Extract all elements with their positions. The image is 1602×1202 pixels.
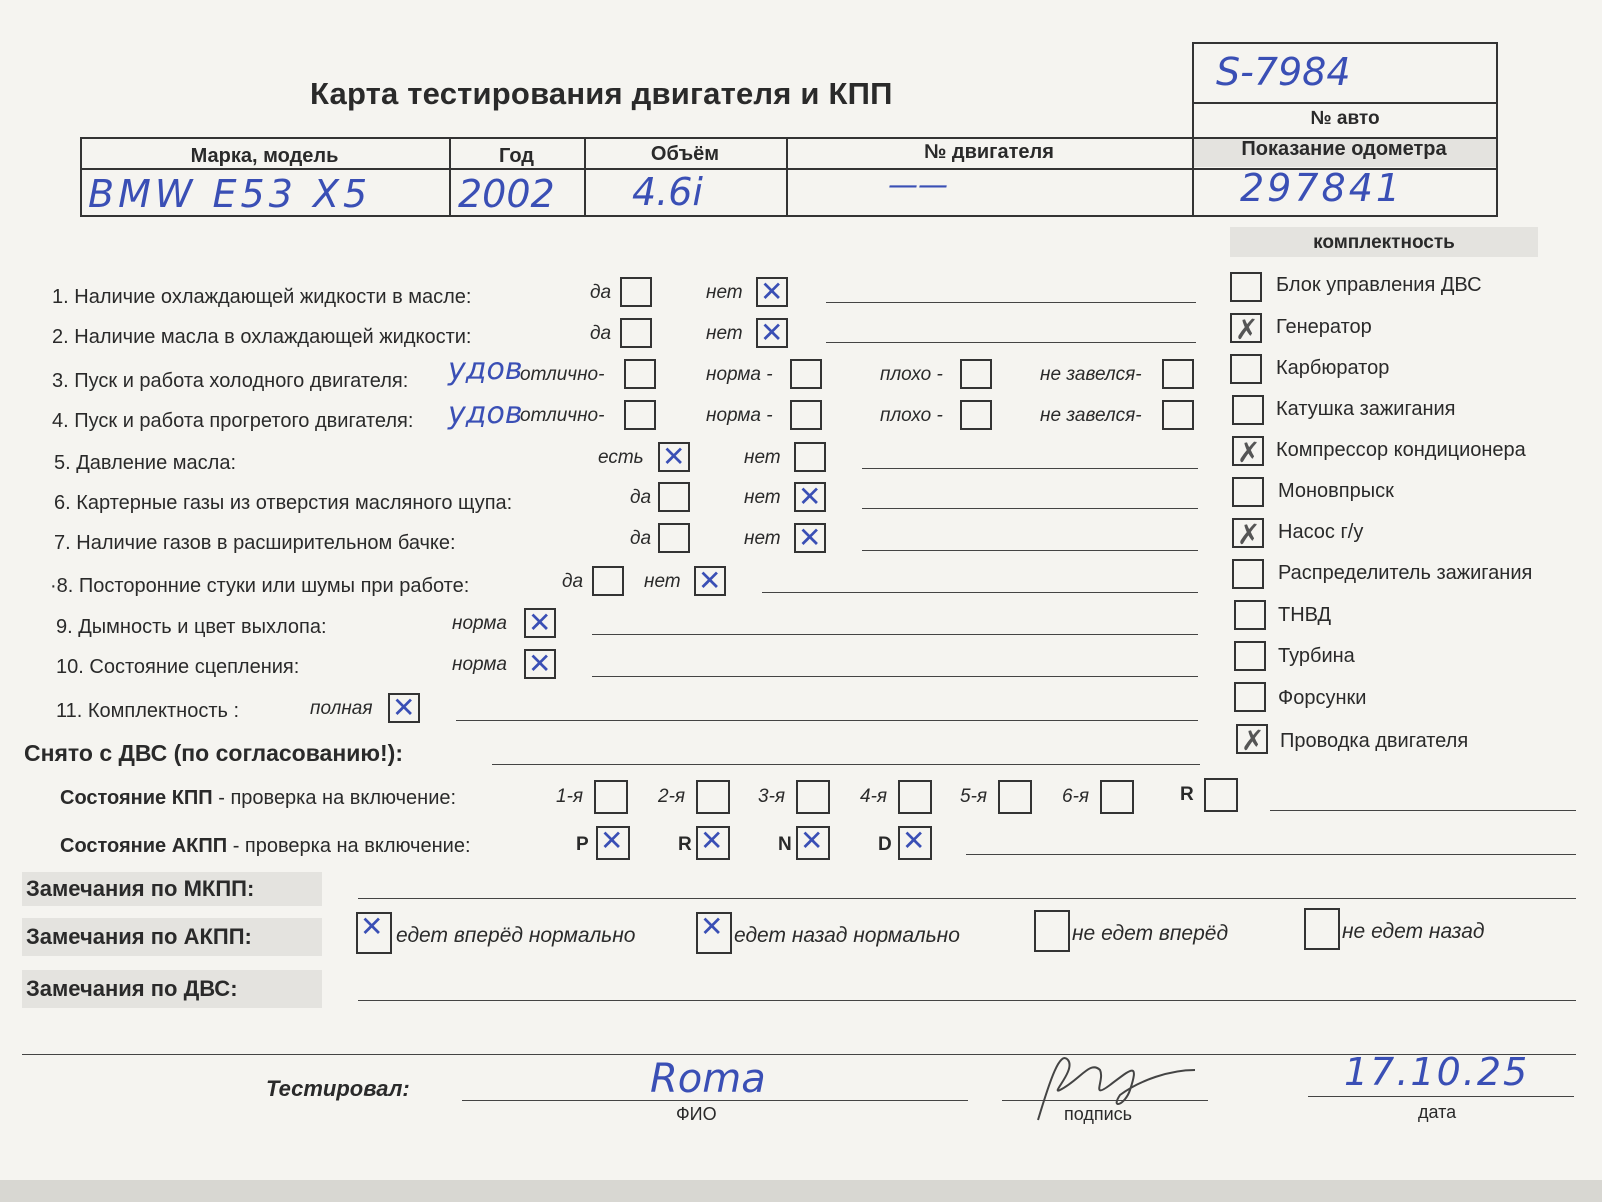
akpp-mode-n-label: N	[778, 834, 792, 855]
kit-label-tnvd: ТНВД	[1278, 604, 1332, 626]
q-text: Комплектность :	[87, 700, 240, 722]
akpp-mode-p-checkbox[interactable]	[596, 826, 630, 860]
kit-label-distributor: Распределитель зажигания	[1278, 562, 1533, 584]
q-text: Картерные газы из отверстия масляного щупа:	[76, 492, 513, 514]
q1-no-label: нет	[706, 282, 743, 303]
kit-title: комплектность	[1313, 232, 1455, 253]
q7-yes-checkbox[interactable]	[658, 523, 690, 553]
kpp-label	[60, 787, 456, 810]
kit-checkbox-ecu[interactable]	[1230, 272, 1262, 302]
kpp-gear-2-label: 2-я	[658, 786, 686, 807]
kpp-gear-4-checkbox[interactable]	[898, 780, 932, 814]
q6-no-checkbox[interactable]	[794, 482, 826, 512]
q1-note-line	[826, 302, 1196, 303]
engine-number-value: ——	[888, 168, 948, 203]
q4-normal-checkbox[interactable]	[790, 400, 822, 430]
akpp-mode-d-checkbox[interactable]	[898, 826, 932, 860]
question-8: ·8. Посторонние стуки или шумы при работе:	[50, 575, 470, 597]
remarks-mkpp-label: Замечания по МКПП:	[26, 876, 255, 901]
q-num: 10.	[56, 656, 84, 678]
kpp-label-bold: Состояние КПП	[60, 787, 213, 809]
q5-yes-label: есть	[598, 447, 644, 468]
q2-no-checkbox[interactable]	[756, 318, 788, 348]
q5-no-label: нет	[744, 447, 781, 468]
kit-checkbox-ac-compressor[interactable]	[1232, 436, 1264, 466]
q7-yes-label: да	[630, 528, 652, 549]
q11-note-line	[456, 720, 1198, 721]
q4-nostart-checkbox[interactable]	[1162, 400, 1194, 430]
q5-no-checkbox[interactable]	[794, 442, 826, 472]
odometer-label: Показание одометра	[1241, 138, 1447, 160]
q1-yes-label: да	[590, 282, 612, 303]
fio-label: ФИО	[676, 1104, 717, 1124]
kit-label-injectors: Форсунки	[1278, 687, 1367, 709]
akpp-mode-r-checkbox[interactable]	[696, 826, 730, 860]
question-10	[56, 656, 299, 679]
kit-checkbox-injectors[interactable]	[1234, 682, 1266, 712]
akpp-mode-p-label: P	[576, 834, 589, 855]
kpp-gear-r-checkbox[interactable]	[1204, 778, 1238, 812]
q8-no-label: нет	[644, 571, 681, 592]
kpp-gear-2-checkbox[interactable]	[696, 780, 730, 814]
remarks-dvs-label: Замечания по ДВС:	[26, 976, 238, 1001]
kit-checkbox-monoinjection[interactable]	[1232, 477, 1264, 507]
q-text: Наличие охлаждающей жидкости в масле:	[74, 286, 472, 308]
kit-checkbox-turbine[interactable]	[1234, 641, 1266, 671]
signature-label: подпись	[1064, 1104, 1133, 1124]
q5-note-line	[862, 468, 1198, 469]
q8-yes-checkbox[interactable]	[592, 566, 624, 596]
q4-bad-checkbox[interactable]	[960, 400, 992, 430]
q2-yes-label: да	[590, 323, 612, 344]
question-5	[54, 452, 236, 475]
akpp-forward-ok-label: едет вперёд нормально	[396, 924, 636, 947]
q9-normal-label: норма	[452, 613, 507, 634]
fio-line	[462, 1100, 968, 1101]
removed-line	[492, 764, 1200, 765]
question-7	[54, 532, 456, 555]
question-9	[56, 616, 327, 639]
question-2	[52, 326, 472, 349]
q8-no-checkbox[interactable]	[694, 566, 726, 596]
akpp-label-rest: - проверка на включение:	[227, 835, 471, 857]
removed-label: Снято с ДВС (по согласованию!):	[24, 740, 403, 766]
q-text: Пуск и работа прогретого двигателя:	[74, 410, 414, 432]
kit-label-wiring: Проводка двигателя	[1280, 730, 1469, 752]
kpp-gear-6-checkbox[interactable]	[1100, 780, 1134, 814]
akpp-note-line	[966, 854, 1576, 855]
q-text: Наличие масла в охлаждающей жидкости:	[74, 326, 472, 348]
auto-number-box	[1192, 42, 1498, 104]
q-text: Наличие газов в расширительном бачке:	[76, 532, 456, 554]
make-value: BMW E53 X5	[88, 172, 372, 216]
remarks-akpp-label: Замечания по АКПП:	[26, 924, 252, 949]
auto-number-label: № авто	[1310, 108, 1380, 129]
remarks-mkpp-line	[358, 898, 1576, 899]
akpp-backward-ok-label: едет назад нормально	[734, 924, 960, 947]
kpp-note-line	[1270, 810, 1576, 811]
akpp-no-forward-label: не едет вперёд	[1072, 922, 1229, 945]
kpp-gear-5-checkbox[interactable]	[998, 780, 1032, 814]
kpp-gear-4-label: 4-я	[860, 786, 888, 807]
q3-bad-checkbox[interactable]	[960, 359, 992, 389]
q-num: 4.	[52, 410, 69, 432]
kit-label-ecu: Блок управления ДВС	[1276, 274, 1482, 296]
kit-checkbox-generator[interactable]	[1230, 313, 1262, 343]
question-11	[56, 700, 239, 723]
form-title: Карта тестирования двигателя и КПП	[310, 76, 893, 111]
volume-label: Объём	[650, 143, 720, 165]
q-num: 3.	[52, 370, 69, 392]
akpp-no-backward-checkbox[interactable]	[1304, 908, 1340, 950]
remarks-dvs-line	[358, 1000, 1576, 1001]
kpp-gear-6-label: 6-я	[1062, 786, 1090, 807]
q4-opt-excellent: отлично-	[520, 405, 605, 426]
q2-yes-checkbox[interactable]	[620, 318, 652, 348]
kit-checkbox-carburetor[interactable]	[1230, 354, 1262, 384]
q6-yes-checkbox[interactable]	[658, 482, 690, 512]
kit-label-ps-pump: Насос г/у	[1278, 521, 1364, 543]
q6-yes-label: да	[630, 487, 652, 508]
kpp-gear-5-label: 5-я	[960, 786, 988, 807]
kpp-label-rest: - проверка на включение:	[212, 787, 457, 809]
akpp-label	[60, 835, 471, 858]
q11-full-label: полная	[310, 698, 373, 719]
q3-normal-checkbox[interactable]	[790, 359, 822, 389]
kpp-gear-3-checkbox[interactable]	[796, 780, 830, 814]
year-label: Год	[499, 145, 534, 167]
year-value: 2002	[458, 172, 555, 216]
q7-no-checkbox[interactable]	[794, 523, 826, 553]
q-num: 5.	[54, 452, 71, 474]
q9-note-line	[592, 634, 1198, 635]
q4-opt-nostart: не завелся-	[1040, 405, 1142, 426]
question-6	[54, 492, 512, 515]
kit-label-monoinjection: Моновпрыск	[1278, 480, 1394, 502]
q-num: 11.	[56, 700, 83, 722]
kit-label-carburetor: Карбюратор	[1276, 357, 1390, 379]
q3-handwritten: удов	[448, 352, 523, 387]
engine-number-label: № двигателя	[924, 141, 1054, 163]
q-num: 9.	[56, 616, 73, 638]
col-divider-5	[1496, 104, 1498, 144]
q7-note-line	[862, 550, 1198, 551]
q3-opt-bad: плохо -	[880, 364, 943, 385]
q5-yes-checkbox[interactable]	[658, 442, 690, 472]
q3-opt-normal: норма -	[706, 364, 773, 385]
akpp-mode-d-label: D	[878, 834, 892, 855]
akpp-no-backward-label: не едет назад	[1342, 920, 1485, 943]
akpp-no-forward-checkbox[interactable]	[1034, 910, 1070, 952]
q10-note-line	[592, 676, 1198, 677]
kit-checkbox-tnvd[interactable]	[1234, 600, 1266, 630]
q1-yes-checkbox[interactable]	[620, 277, 652, 307]
fio-value: Roma	[650, 1056, 766, 1102]
q6-note-line	[862, 508, 1198, 509]
q11-full-checkbox[interactable]	[388, 693, 420, 723]
page-bottom-edge	[0, 1180, 1602, 1202]
q6-no-label: нет	[744, 487, 781, 508]
q-num: 1.	[52, 286, 69, 308]
kpp-gear-r-label: R	[1180, 784, 1194, 805]
q-text: Посторонние стуки или шумы при работе:	[78, 575, 470, 597]
q3-nostart-checkbox[interactable]	[1162, 359, 1194, 389]
remarks-dvs-line-2	[22, 1054, 1576, 1055]
make-label: Марка, модель	[190, 145, 339, 167]
q-num: 8.	[56, 575, 74, 597]
q3-opt-excellent: отлично-	[520, 364, 605, 385]
kit-label-generator: Генератор	[1276, 316, 1372, 338]
q-text: Состояние сцепления:	[89, 656, 300, 678]
akpp-mode-r-label: R	[678, 834, 692, 855]
question-1	[52, 286, 472, 309]
q4-opt-bad: плохо -	[880, 405, 943, 426]
signature-line	[1002, 1100, 1208, 1101]
auto-number-value: S-7984	[1216, 50, 1351, 94]
q8-yes-label: да	[562, 571, 584, 592]
q4-opt-normal: норма -	[706, 405, 773, 426]
q1-no-checkbox[interactable]	[756, 277, 788, 307]
tested-by-label: Тестировал:	[266, 1076, 410, 1101]
q9-normal-checkbox[interactable]	[524, 608, 556, 638]
q10-normal-label: норма	[452, 654, 507, 675]
date-line	[1308, 1096, 1574, 1097]
q3-excellent-checkbox[interactable]	[624, 359, 656, 389]
akpp-backward-ok-checkbox[interactable]	[696, 912, 732, 954]
kpp-gear-1-label: 1-я	[556, 786, 584, 807]
date-label: дата	[1418, 1102, 1457, 1122]
volume-value: 4.6i	[632, 170, 703, 214]
akpp-label-bold: Состояние АКПП	[60, 835, 228, 857]
kit-label-ignition-coil: Катушка зажигания	[1276, 398, 1456, 420]
kit-checkbox-ignition-coil[interactable]	[1232, 395, 1264, 425]
q8-note-line	[762, 592, 1198, 593]
q-num: 6.	[54, 492, 71, 514]
question-4	[52, 410, 413, 433]
q2-no-label: нет	[706, 323, 743, 344]
date-value: 17.10.25	[1344, 1050, 1530, 1094]
q7-no-label: нет	[744, 528, 781, 549]
q-text: Давление масла:	[76, 452, 236, 474]
q-num: 7.	[54, 532, 71, 554]
odometer-value: 297841	[1240, 166, 1404, 210]
kit-checkbox-ps-pump[interactable]	[1232, 518, 1264, 548]
q4-handwritten: удов	[448, 396, 523, 431]
akpp-mode-n-checkbox[interactable]	[796, 826, 830, 860]
kit-checkbox-wiring[interactable]	[1236, 724, 1268, 754]
q-text: Пуск и работа холодного двигателя:	[74, 370, 409, 392]
kit-label-turbine: Турбина	[1278, 645, 1355, 667]
q-num: 2.	[52, 326, 69, 348]
q4-excellent-checkbox[interactable]	[624, 400, 656, 430]
q10-normal-checkbox[interactable]	[524, 649, 556, 679]
q3-opt-nostart: не завелся-	[1040, 364, 1142, 385]
q-text: Дымность и цвет выхлопа:	[78, 616, 327, 638]
kpp-gear-3-label: 3-я	[758, 786, 786, 807]
question-3	[52, 370, 408, 393]
akpp-forward-ok-checkbox[interactable]	[356, 912, 392, 954]
q2-note-line	[826, 342, 1196, 343]
kit-label-ac-compressor: Компрессор кондиционера	[1276, 439, 1526, 461]
kpp-gear-1-checkbox[interactable]	[594, 780, 628, 814]
kit-checkbox-distributor[interactable]	[1232, 559, 1264, 589]
